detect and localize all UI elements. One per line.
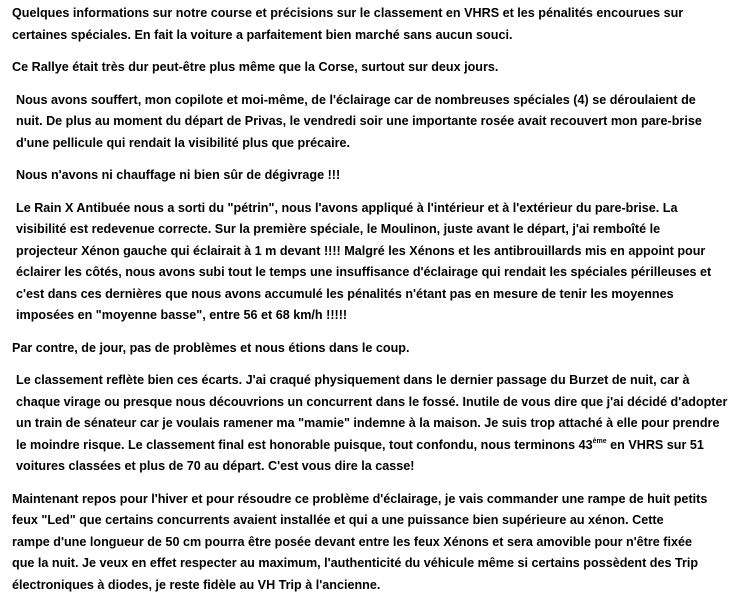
- paragraph-classement: [12, 370, 739, 478]
- classement-text-after: en VHRS sur 51 voitures classées et plus de 70 au départ. C'est vous dire la casse!: [16, 438, 704, 474]
- paragraph-rain-x: Le Rain X Antibuée nous a sorti du "pétrin", nous l'avons appliqué à l'intérieur et à l'extérieur du pare-brise. La visibilité est redevenue correcte. Sur la première spéciale, le Moulinon, juste avant le départ, j'ai remboîté le projecteur Xénon gauche qui éclairait à 1 m devant !!!! Malgré les Xénons et les antibrouillards mis en appoint pour éclairer les côtés, nous avons subi tout le temps une insuffisance d'éclairage qui rendait les spéciales périlleuses et c'est dans ces dernières que nous avons accumulé les pénalités n'étant pas en mesure de tenir les moyennes imposées en "moyenne basse", entre 56 et 68 km/h !!!!!: [12, 198, 739, 327]
- classement-text-before: Le classement reflète bien ces écarts. J'ai craqué physiquement dans le dernier passage du Burzet de nuit, car à chaque virage ou presque nous découvrions un concurrent dans le fossé. Inutile de vous dire que j'ai décidé d'adopter un train de sénateur car je voulais ramener ma "mamie" indemne à la maison. Je suis trop attaché à elle pour prendre le moindre risque. Le classement final est honorable puisque, tout confondu, nous terminons 43: [16, 373, 727, 452]
- paragraph-winter-plans: Maintenant repos pour l'hiver et pour résoudre ce problème d'éclairage, je vais commander une rampe de huit petits feux "Led" que certains concurrents avaient installée et qui a une puissance bien supérieure au xénon. Cette rampe d'une longueur de 50 cm pourra être posée devant entre les feux Xénons et sera amovible pour n'être fixée que la nuit. Je veux en effet respecter au maximum, l'authenticité du véhicule même si certains possèdent des Trip électroniques à diodes, je reste fidèle au VH Trip à l'ancienne.: [12, 489, 739, 596]
- paragraph-rallye-difficulty: Ce Rallye était très dur peut-être plus même que la Corse, surtout sur deux jours.: [12, 57, 739, 79]
- paragraph-lighting-problem: Nous avons souffert, mon copilote et moi-même, de l'éclairage car de nombreuses spéciales (4) se déroulaient de nuit. De plus au moment du départ de Privas, le vendredi soir une importante rosée avait recouvert mon pare-brise d'une pellicule qui rendait la visibilité plus que précaire.: [12, 90, 739, 155]
- paragraph-intro: Quelques informations sur notre course et précisions sur le classement en VHRS et les pénalités encourues sur certaines spéciales. En fait la voiture a parfaitement bien marché sans aucun souci.: [12, 3, 739, 46]
- ordinal-superscript: ème: [593, 438, 607, 445]
- paragraph-no-heating: Nous n'avons ni chauffage ni bien sûr de dégivrage !!!: [12, 165, 739, 187]
- paragraph-daytime: Par contre, de jour, pas de problèmes et nous étions dans le coup.: [12, 338, 739, 360]
